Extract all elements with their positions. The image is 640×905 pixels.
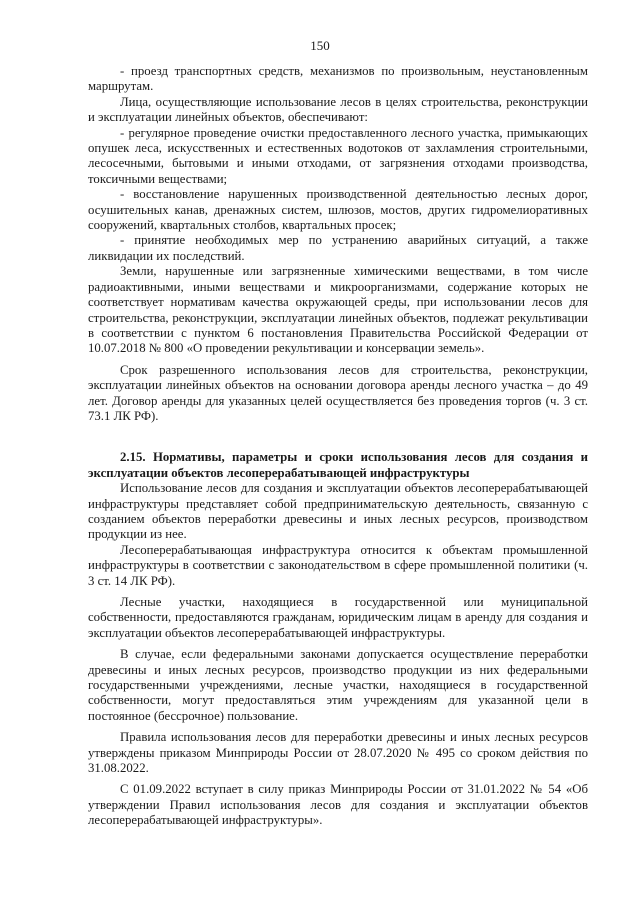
paragraph: Лесоперерабатывающая инфраструктура относится к объектам промышленной инфраструктуры в соответствии с законодательством в сфере промышленной политики (ч. 3 ст. 14 ЛК РФ). <box>88 542 588 588</box>
paragraph: - принятие необходимых мер по устранению аварийных ситуаций, а также ликвидации их последствий. <box>88 233 588 263</box>
paragraph: В случае, если федеральными законами допускается осуществление переработки древесины и иных лесных ресурсов, производство продукции из них федеральными государственными учреждениями, лесные участки, находящиеся в государственной собственности, могут предоставляться этим учреждениям для указанной цели в постоянное (бессрочное) пользование. <box>88 647 588 723</box>
paragraph: С 01.09.2022 вступает в силу приказ Минприроды России от 31.01.2022 № 54 «Об утверждении Правил использования лесов для создания и эксплуатации объектов лесоперерабатывающей инфраструктуры». <box>88 782 588 828</box>
paragraph: - проезд транспортных средств, механизмов по произвольным, неустановленным маршрутам. <box>88 64 588 94</box>
paragraph: Лесные участки, находящиеся в государственной или муниципальной собственности, предоставляются гражданам, юридическим лицам в аренду для создания и эксплуатации объектов лесоперерабатывающей инфраструктуры. <box>88 595 588 640</box>
paragraph: - регулярное проведение очистки предоставленного лесного участка, примыкающих опушек леса, искусственных и естественных водотоков от захламления строительными, лесосечными, бытовыми и иными отходами, от загрязнения отходами производства, токсичными веществами; <box>88 125 588 186</box>
paragraph: - восстановление нарушенных производственной деятельностью лесных дорог, осушительных канав, дренажных систем, шлюзов, мостов, других гидромелиоративных сооружений, квартальных столбов, квартальных просек; <box>88 187 588 233</box>
paragraph: Срок разрешенного использования лесов для строительства, реконструкции, эксплуатации линейных объектов на основании договора аренды лесного участка – до 49 лет. Договор аренды для указанных целей осуществляется без проведения торгов (ч. 3 ст. 73.1 ЛК РФ). <box>88 362 588 423</box>
paragraph: Земли, нарушенные или загрязненные химическими веществами, в том числе радиоактивными, иными веществами и микроорганизмами, содержание которых не соответствует нормативам качества окружающей среды, при использовании лесов для строительства, реконструкции, эксплуатации линейных объектов, подлежат рекультивации в соответствии с пунктом 6 постановления Правительства Российской Федерации от 10.07.2018 № 800 «О проведении рекультивации и консервации земель». <box>88 264 588 356</box>
document-body <box>88 64 588 829</box>
paragraph: Правила использования лесов для переработки древесины и иных лесных ресурсов утверждены приказом Минприроды России от 28.07.2020 № 495 со сроком действия по 31.08.2022. <box>88 730 588 776</box>
section-heading: 2.15. Нормативы, параметры и сроки использования лесов для создания и эксплуатации объектов лесоперерабатывающей инфраструктуры <box>88 450 588 480</box>
page-number: 150 <box>310 38 330 53</box>
paragraph: Лица, осуществляющие использование лесов в целях строительства, реконструкции и эксплуатации линейных объектов, обеспечивают: <box>88 94 588 125</box>
paragraph: Использование лесов для создания и эксплуатации объектов лесоперерабатывающей инфраструктуры представляет собой предпринимательскую деятельность, связанную с созданием объектов переработки древесины и иных лесных ресурсов, производством продукции из нее. <box>88 481 588 542</box>
